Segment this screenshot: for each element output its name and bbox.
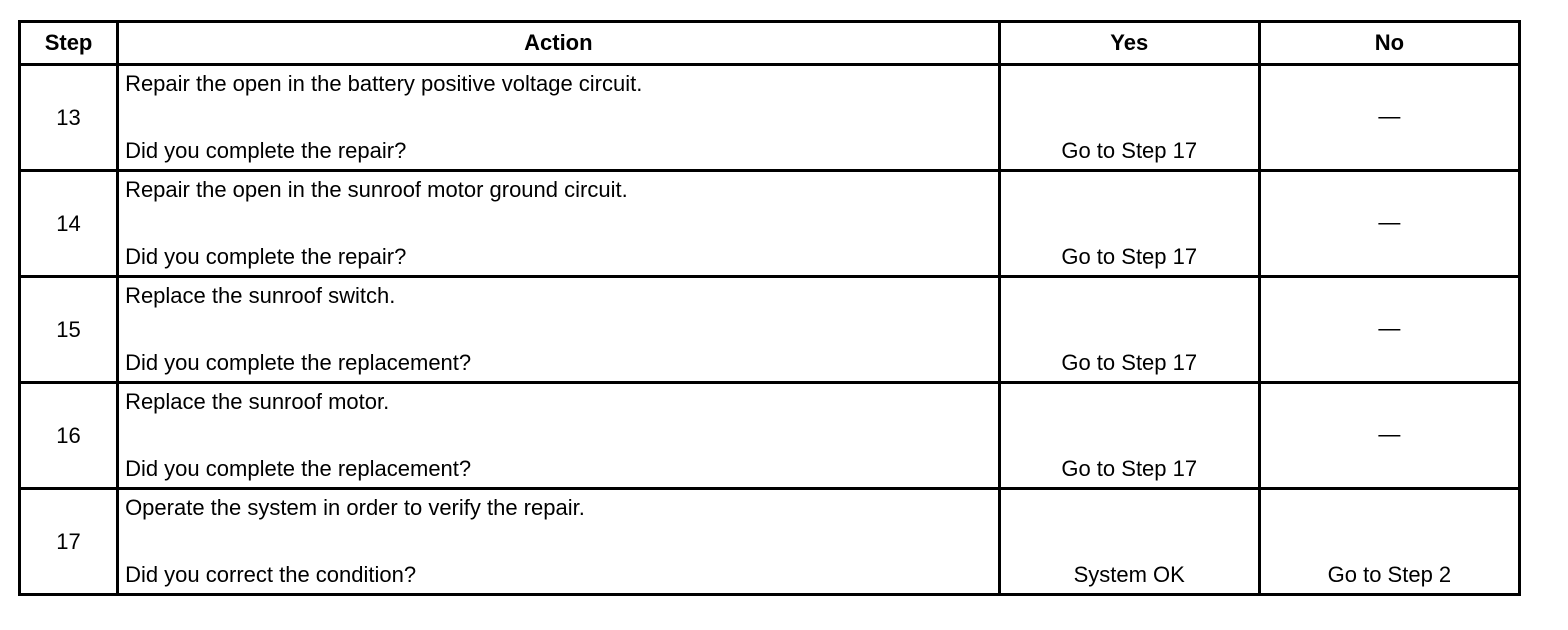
action-cell [118,65,1000,171]
yes-result: Go to Step 17 [1061,138,1198,163]
action-instruction: Replace the sunroof motor. [125,389,390,414]
action-instruction: Replace the sunroof switch. [125,283,396,308]
step-number: 17 [20,489,118,595]
header-step: Step [20,22,118,65]
action-cell [118,277,1000,383]
no-cell [1259,277,1519,383]
step-number: 13 [20,65,118,171]
no-cell [1259,489,1519,595]
table-row [20,65,1520,171]
yes-cell [999,65,1259,171]
no-dash: — [1378,421,1401,447]
no-dash: — [1378,103,1401,129]
step-number: 16 [20,383,118,489]
yes-result: System OK [1073,562,1185,587]
yes-result: Go to Step 17 [1061,350,1198,375]
yes-cell [999,383,1259,489]
table-header-row [20,22,1520,65]
no-cell [1259,65,1519,171]
diagnostic-table [18,20,1521,596]
action-cell [118,489,1000,595]
header-action: Action [118,22,1000,65]
action-question: Did you complete the replacement? [125,456,472,481]
yes-cell [999,171,1259,277]
header-yes: Yes [999,22,1259,65]
yes-result: Go to Step 17 [1061,244,1198,269]
action-question: Did you complete the replacement? [125,350,472,375]
table-row [20,383,1520,489]
yes-cell [999,489,1259,595]
table-row [20,277,1520,383]
no-cell [1259,383,1519,489]
action-instruction: Repair the open in the battery positive voltage circuit. [125,71,643,96]
action-cell [118,383,1000,489]
yes-cell [999,277,1259,383]
no-dash: — [1378,209,1401,235]
step-number: 14 [20,171,118,277]
step-number: 15 [20,277,118,383]
table-row [20,171,1520,277]
no-dash: — [1378,315,1401,341]
no-result: Go to Step 2 [1327,562,1452,587]
action-cell [118,171,1000,277]
table-row [20,489,1520,595]
header-no: No [1259,22,1519,65]
no-cell [1259,171,1519,277]
action-instruction: Repair the open in the sunroof motor ground circuit. [125,177,628,202]
action-question: Did you correct the condition? [125,562,417,587]
action-question: Did you complete the repair? [125,138,407,163]
yes-result: Go to Step 17 [1061,456,1198,481]
action-instruction: Operate the system in order to verify the repair. [125,495,585,520]
action-question: Did you complete the repair? [125,244,407,269]
